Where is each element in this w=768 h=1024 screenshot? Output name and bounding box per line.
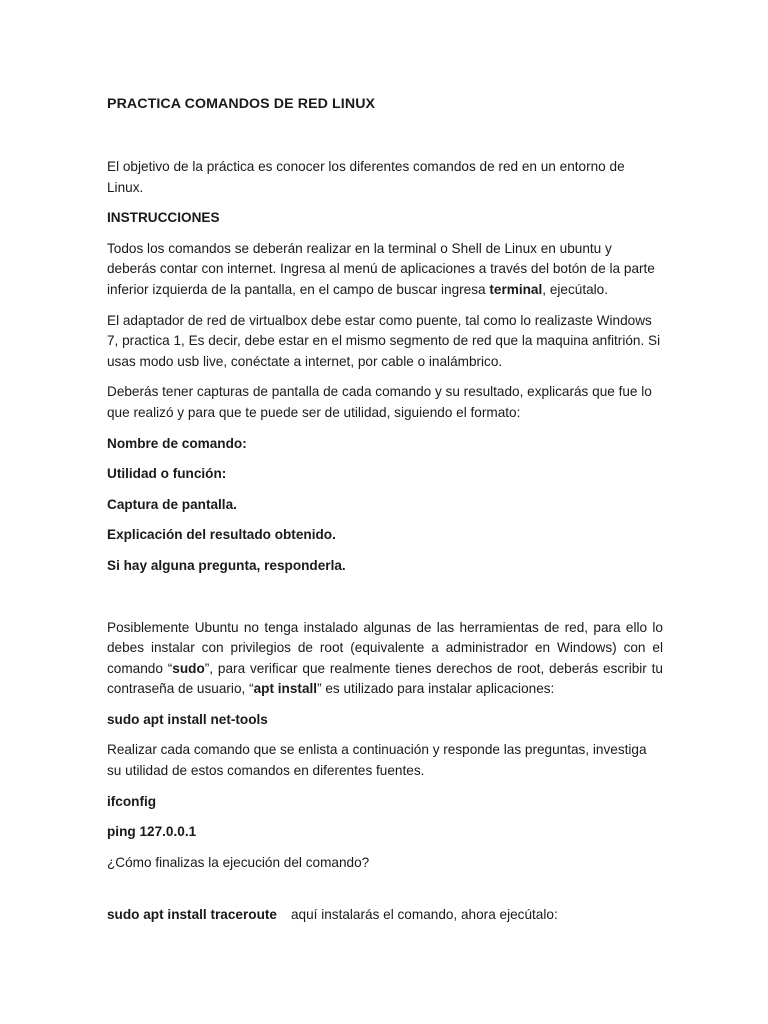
- format-item-screenshot: Captura de pantalla.: [107, 496, 237, 512]
- network-adapter-paragraph: El adaptador de red de virtualbox debe estar como puente, tal como lo realizaste Windows 7, practica 1, Es decir, debe estar en el mismo segmento de red que la maquina anfitrión. Si usas modo usb live, conéctate a internet, por cable o inalámbrico.: [107, 312, 661, 369]
- command-ping: ping 127.0.0.1: [107, 824, 197, 840]
- objective-paragraph: El objetivo de la práctica es conocer los diferentes comandos de red en un entorno de Linux.: [107, 159, 625, 195]
- document-page: [107, 94, 663, 936]
- screenshot-format-paragraph: Deberás tener capturas de pantalla de cada comando y su resultado, explicarás que fue lo que realizó y para que te puede ser de utilidad, siguiendo el formato:: [107, 384, 652, 420]
- command-traceroute: sudo apt install traceroute: [107, 907, 277, 923]
- paragraph-text: ” es utilizado para instalar aplicaciones:: [317, 681, 555, 697]
- root-privileges-paragraph: [107, 618, 663, 700]
- paragraph-text: Todos los comandos se deberán realizar en la terminal o Shell de Linux en ubuntu y deberás contar con internet. Ingresa al menú de aplicaciones a través del botón de la parte inferior izquierda de la pantalla, en el campo de buscar ingresa: [107, 240, 655, 297]
- ping-question: ¿Cómo finalizas la ejecución del comando?: [107, 854, 370, 870]
- paragraph-text: , ejecútalo.: [542, 281, 609, 297]
- terminal-instructions-paragraph: [107, 239, 663, 301]
- apt-install-keyword: apt install: [253, 681, 318, 697]
- instructions-heading: INSTRUCCIONES: [107, 210, 220, 226]
- traceroute-note: aquí instalarás el comando, ahora ejecútalo:: [290, 907, 558, 923]
- format-item-question: Si hay alguna pregunta, responderla.: [107, 557, 346, 573]
- commands-instructions-paragraph: Realizar cada comando que se enlista a continuación y responde las preguntas, investiga su utilidad de estos comandos en diferentes fuentes.: [107, 742, 647, 779]
- command-ifconfig: ifconfig: [107, 793, 157, 809]
- document-title: PRACTICA COMANDOS DE RED LINUX: [107, 96, 376, 112]
- paragraph-text: ”, para verificar que realmente tienes derechos de root, deberás escribir tu contraseña de usuario, “: [107, 660, 663, 697]
- format-item-utility: Utilidad o función:: [107, 466, 227, 482]
- terminal-keyword: terminal: [489, 281, 543, 297]
- command-net-tools: sudo apt install net-tools: [107, 711, 268, 727]
- format-item-command-name: Nombre de comando:: [107, 435, 247, 451]
- format-item-explanation: Explicación del resultado obtenido.: [107, 527, 336, 543]
- sudo-keyword: sudo: [172, 660, 205, 676]
- paragraph-text: Posiblemente Ubuntu no tenga instalado algunas de las herramientas de red, para ello lo debes instalar con privilegios de root (equivalente a administrador en Windows) con el comando “: [107, 619, 663, 676]
- traceroute-line: [107, 905, 663, 926]
